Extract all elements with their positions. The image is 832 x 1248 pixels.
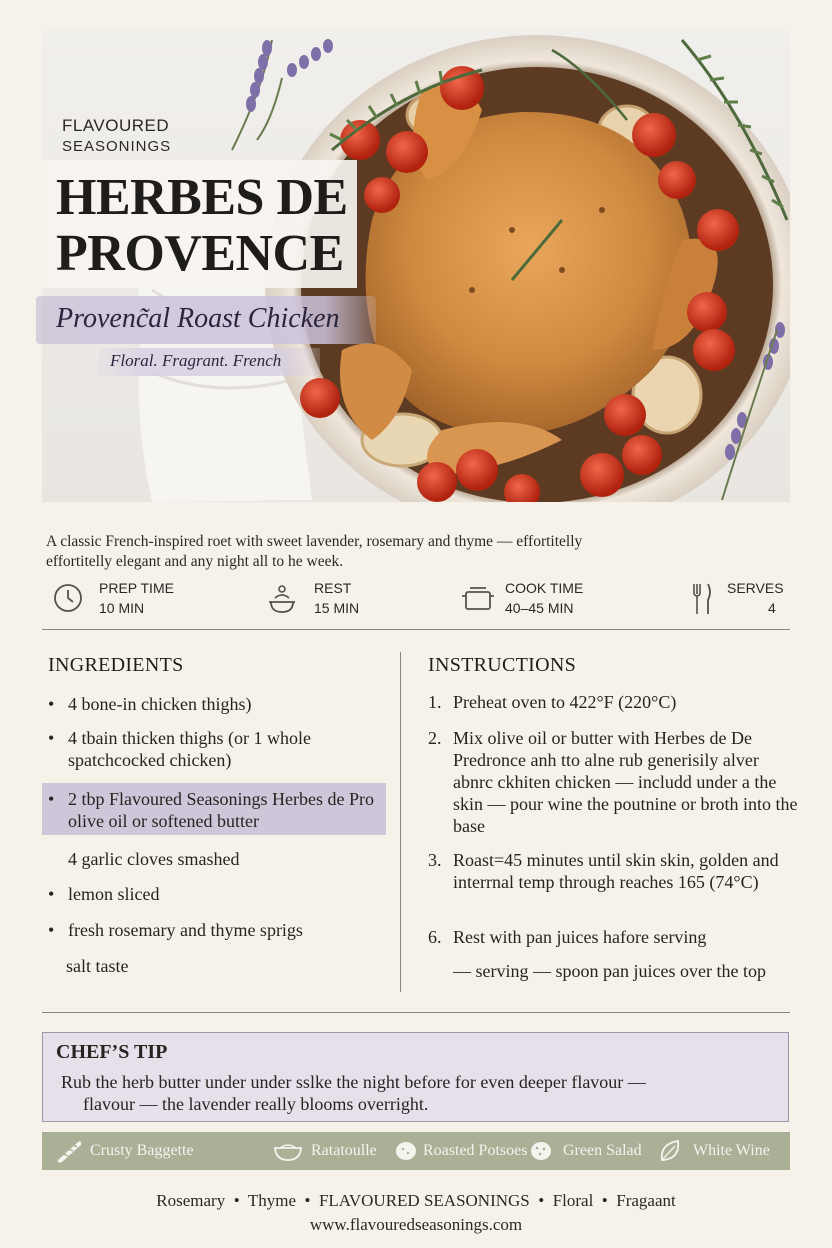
ingredients-heading: INGREDIENTS (48, 654, 184, 676)
ingredient-text: 4 garlic cloves smashed (68, 849, 240, 869)
meta-label: PREP TIME (99, 580, 174, 596)
bullet: • (48, 884, 55, 904)
chefs-tip-line2: flavour — the lavender really blooms overright. (83, 1094, 429, 1114)
pairing-label: Ratatoulle (311, 1142, 377, 1159)
ingredient-text: lemon sliced (68, 884, 160, 904)
brand-line2: SEASONINGS (62, 138, 172, 155)
chefs-tip-box (42, 1032, 789, 1122)
page-title (56, 170, 348, 282)
tagline-band (98, 348, 320, 376)
bullet: • (48, 789, 55, 809)
meta-prep-time (52, 580, 202, 624)
resting-dish-icon (265, 582, 299, 616)
clock-icon (52, 582, 84, 614)
step-text: Rest with pan juices hafore serving (453, 927, 707, 947)
intro-line1: A classic French-inspired roet with sweet lavender, rosemary and thyme — effortitelly (46, 533, 583, 550)
ingredient-text: fresh rosemary and thyme sprigs (68, 920, 303, 940)
subtitle-band (36, 296, 376, 344)
step-number: 1. (428, 692, 442, 712)
bullet: • (48, 694, 55, 714)
ingredient-text: 2 tbp Flavoured Seasonings Herbes de Pro olive oil or softened butter (68, 789, 374, 831)
meta-label: REST (314, 580, 352, 596)
tagline: Floral. Fragrant. French (110, 351, 282, 370)
pairing-label: Roasted Potsoes (423, 1142, 528, 1159)
meta-value: 40–45 MIN (505, 600, 574, 616)
step-number: 3. (428, 850, 442, 870)
leaf-icon (658, 1138, 682, 1164)
pairings-band (42, 1132, 790, 1170)
ingredient-text: 4 bone-in chicken thighs) (68, 694, 252, 714)
potato-icon (394, 1139, 418, 1163)
meta-rest (265, 580, 415, 624)
title-line1: HERBES DE (56, 169, 348, 226)
title-line2: PROVENCE (56, 225, 344, 282)
pairing-label: Crusty Baggette (90, 1142, 194, 1159)
ingredient-text: salt taste (66, 956, 129, 976)
baguette-icon (54, 1138, 84, 1164)
meta-value: 10 MIN (99, 600, 145, 616)
step-text: Preheat oven to 422°F (220°C) (453, 692, 677, 712)
bowl-icon (272, 1140, 304, 1162)
instructions-heading: INSTRUCTIONS (428, 654, 577, 676)
meta-serves (690, 580, 784, 624)
salad-icon (529, 1139, 553, 1163)
subtitle: Provenc̃al Roast Chicken (56, 303, 340, 334)
brand-logo (62, 116, 171, 155)
pairing-label: White Wine (693, 1142, 770, 1159)
meta-value: 4 (768, 600, 776, 616)
intro-text (46, 532, 686, 572)
step-text: Mix olive oil or butter with Herbes de De Predronce anh tto alne rub generisily alver abnrc ckhiten chicken — includd under a the skin — pour wine the poutnine or broth into the base (453, 728, 798, 836)
step-text: Roast=45 minutes until skin skin, golden and interrnal temp through reaches 165 (74°C) (453, 850, 779, 892)
bullet: • (48, 728, 55, 748)
title-box (42, 160, 357, 288)
pairing-label: Green Salad (563, 1142, 642, 1159)
brand-line1: FLAVOURED (62, 116, 170, 135)
column-divider (400, 652, 401, 992)
meta-cook-time (460, 580, 610, 624)
step-number: 2. (428, 728, 442, 748)
step-text: — serving — spoon pan juices over the top (453, 961, 766, 981)
footer-url[interactable]: www.flavouredseasonings.com (309, 1215, 523, 1234)
intro-line2: effortitelly elegant and any night all to he week. (46, 553, 344, 570)
meta-label: COOK TIME (505, 580, 584, 596)
pot-icon (460, 582, 496, 614)
divider (42, 629, 790, 630)
chefs-tip-line1: Rub the herb butter under under sslke the night before for even deeper flavour — (61, 1072, 646, 1092)
step-number: 6. (428, 927, 442, 947)
fork-knife-icon (690, 582, 714, 616)
footer-tags: Rosemary • Thyme • FLAVOURED SEASONINGS • Floral • Fragaant (156, 1191, 676, 1210)
bullet: • (48, 920, 55, 940)
ingredient-text: 4 tbain thicken thighs (or 1 whole spatchcocked chicken) (68, 728, 311, 770)
chefs-tip-text (61, 1071, 771, 1115)
meta-value: 15 MIN (314, 600, 360, 616)
meta-label: SERVES (727, 580, 784, 596)
divider (42, 1012, 790, 1013)
chefs-tip-heading: CHEF’S TIP (56, 1041, 168, 1063)
